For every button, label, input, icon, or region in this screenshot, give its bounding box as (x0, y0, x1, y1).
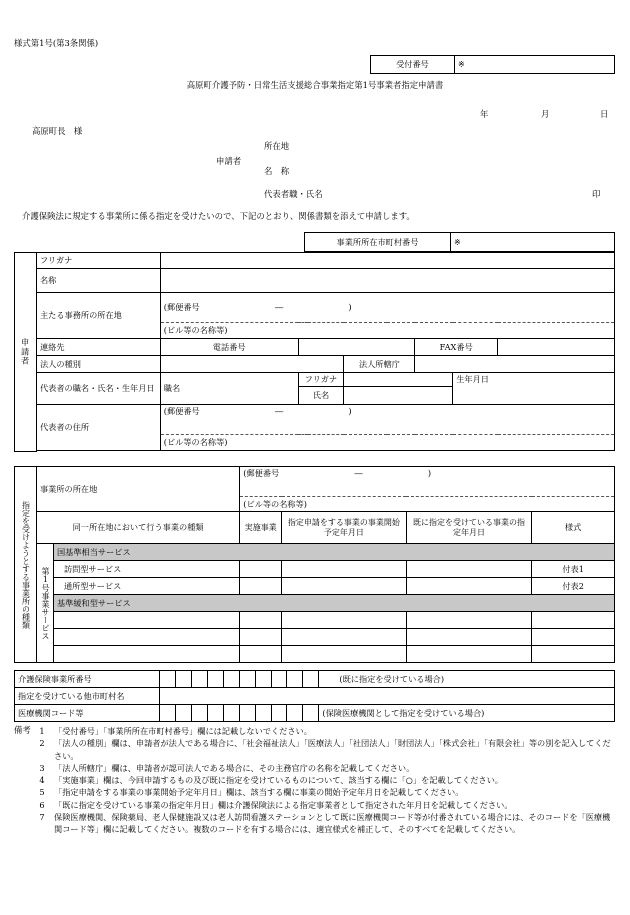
location-label: 所在地 (264, 141, 290, 151)
rep-name-field[interactable] (344, 387, 453, 405)
facility-building-field[interactable] (240, 497, 615, 512)
receipt-mark: ※ (455, 56, 615, 74)
postal-dash: ― (274, 406, 284, 416)
service-visit-form: 付表1 (532, 561, 615, 578)
note-item (34, 737, 614, 762)
relaxed-row-1-existing[interactable] (406, 612, 532, 629)
fax-label: FAX番号 (415, 339, 498, 356)
service-visit-impl[interactable] (240, 561, 282, 578)
insurance-digit-1[interactable] (159, 671, 175, 688)
note-text: 「法人所轄庁」欄は、申請者が認可法人である場合に、その主務官庁の名称を記載してください。 (54, 762, 415, 773)
facility-section-label: 指定を受けようとする事業所の種類 (15, 467, 37, 663)
note-number: 6 (39, 799, 45, 810)
birthdate-label: 生年月日 (453, 373, 615, 405)
insurance-number-label: 介護保険事業所番号 (15, 671, 160, 688)
insurance-digit-9[interactable] (287, 671, 303, 688)
service-daycare-impl[interactable] (240, 578, 282, 595)
first-service-label: 第1号事業サービス (36, 544, 53, 663)
corp-type-field[interactable] (160, 356, 344, 373)
municipality-mark: ※ (451, 233, 615, 252)
note-text: 「既に指定を受けている事業の指定年月日」欄は介護保険法による指定事業者として指定された年月日を記載してください。 (54, 799, 513, 810)
relaxed-row-1-start[interactable] (282, 612, 407, 629)
receipt-label: 受付番号 (371, 56, 455, 74)
postal-dash: ― (354, 468, 363, 478)
medical-code-label: 医療機関コード等 (15, 705, 160, 722)
seal-mark: 印 (592, 189, 601, 199)
relaxed-row-3-start[interactable] (282, 646, 407, 663)
relaxed-row-3-existing[interactable] (406, 646, 532, 663)
receipt-number-box (370, 55, 615, 74)
postal-close: ) (427, 468, 432, 478)
relaxed-row-2-form[interactable] (532, 629, 615, 646)
note-text: 「指定申請をする事業の事業開始予定年月日」欄は、該当する欄に事業の開始予定年月日を記載してください。 (54, 787, 464, 798)
relaxed-row-3-label[interactable] (53, 646, 239, 663)
furigana-label: フリガナ (36, 253, 160, 269)
rep-address-label: 代表者の住所 (36, 405, 160, 451)
medical-digit-10[interactable] (303, 705, 319, 722)
col-header-type: 同一所在地において行う事業の種類 (36, 512, 239, 544)
note-number: 3 (39, 762, 45, 773)
applicant-section-label: 申請者 (15, 253, 37, 452)
postal-close: ) (348, 406, 352, 416)
medical-digit-4[interactable] (207, 705, 223, 722)
medical-digit-3[interactable] (191, 705, 207, 722)
rep-postal-field[interactable] (160, 405, 614, 435)
postal-label: (郵便番号 (163, 302, 200, 313)
office-building-field[interactable] (160, 323, 614, 339)
note-number: 1 (39, 726, 45, 736)
insurance-digit-10[interactable] (303, 671, 319, 688)
insurance-digit-5[interactable] (223, 671, 239, 688)
service-visit-existing[interactable] (406, 561, 532, 578)
service-daycare-existing[interactable] (406, 578, 532, 595)
note-item (34, 762, 614, 774)
facility-postal-field[interactable] (240, 467, 615, 497)
category-standard: 国基準相当サービス (53, 544, 614, 561)
date-month-label: 月 (541, 109, 550, 119)
category-relaxed: 基準緩和型サービス (53, 595, 614, 612)
phone-label: 電話番号 (160, 339, 298, 356)
insurance-digit-8[interactable] (271, 671, 287, 688)
service-visit-label: 訪問型サービス (53, 561, 239, 578)
municipality-label: 事業所所在市町村番号 (305, 233, 451, 252)
note-number: 4 (39, 775, 45, 786)
rep-building-field[interactable] (160, 435, 614, 451)
name-label: 名称 (36, 269, 160, 293)
name-field[interactable] (160, 269, 614, 293)
building-label: (ビル等の名称等) (163, 325, 228, 336)
note-item (34, 799, 614, 811)
insurance-digit-4[interactable] (207, 671, 223, 688)
rep-name-label: 氏名 (298, 387, 344, 405)
insurance-digit-3[interactable] (191, 671, 207, 688)
relaxed-row-2-impl[interactable] (240, 629, 282, 646)
facility-table (14, 466, 615, 663)
date-year-label: 年 (480, 109, 489, 119)
office-postal-field[interactable] (160, 293, 614, 323)
municipality-number-box (304, 232, 615, 252)
rep-info-label: 代表者の職名・氏名・生年月日 (36, 373, 160, 405)
other-municipality-label: 指定を受けている他市町村名 (15, 688, 160, 705)
fax-field[interactable] (498, 339, 615, 356)
job-title-label: 職名 (160, 373, 298, 405)
service-daycare-form: 付表2 (532, 578, 615, 595)
name-label: 名 称 (264, 166, 290, 176)
col-header-existing: 既に指定を受けている事業の指定年月日 (406, 512, 532, 544)
medical-digit-5[interactable] (223, 705, 239, 722)
note-item (34, 725, 614, 737)
insurance-digit-2[interactable] (175, 671, 191, 688)
applicant-table (14, 252, 615, 452)
page-title: 高原町介護予防・日常生活支援総合事業指定第1号事業者指定申請書 (186, 80, 444, 90)
note-number: 2 (39, 738, 45, 749)
office-address-label: 主たる事務所の所在地 (36, 293, 160, 339)
postal-close: ) (348, 302, 352, 313)
col-header-form: 様式 (532, 512, 615, 544)
medical-digit-1[interactable] (159, 705, 175, 722)
note-item (34, 774, 614, 786)
facility-address-label: 事業所の所在地 (36, 467, 239, 512)
relaxed-row-2-existing[interactable] (406, 629, 532, 646)
bottom-table (14, 670, 615, 722)
insurance-digit-6[interactable] (239, 671, 255, 688)
note-item (34, 786, 614, 798)
insurance-note: (既に指定を受けている場合) (319, 671, 615, 688)
medical-digit-9[interactable] (287, 705, 303, 722)
relaxed-row-2-label[interactable] (53, 629, 239, 646)
medical-digit-7[interactable] (255, 705, 271, 722)
note-text: 「法人の種別」欄は、申請者が法人である場合に、「社会福祉法人」「医療法人」「社団法人」「財団法人」「株式会社」「有限会社」等の別を記入してください。 (54, 738, 611, 761)
relaxed-row-3-impl[interactable] (240, 646, 282, 663)
notes-label: 備考 (14, 725, 31, 735)
postal-label: (郵便番号 (163, 406, 200, 416)
corp-office-field[interactable] (415, 356, 615, 373)
note-text: 保険医療機関、保険薬局、老人保健施設又は老人訪問看護ステーションとして既に医療機関コード等が付番されている場合には、そのコードを「医療機関コード等」欄に記載してください。複数のコードを有する場合には、適宜様式を補正して、そのすべてを記載してください。 (54, 812, 611, 835)
application-statement: 介護保険法に規定する事業所に係る指定を受けたいので、下記のとおり、関係書類を添えて申請します。 (22, 211, 415, 221)
postal-dash: ― (274, 302, 284, 313)
relaxed-row-1-form[interactable] (532, 612, 615, 629)
representative-label: 代表者職・氏名 (264, 189, 323, 199)
insurance-digit-7[interactable] (255, 671, 271, 688)
note-number: 7 (39, 812, 45, 823)
rep-furigana-label: フリガナ (298, 373, 344, 387)
relaxed-row-3-form[interactable] (532, 646, 615, 663)
relaxed-row-2-start[interactable] (282, 629, 407, 646)
corp-type-label: 法人の種別 (36, 356, 160, 373)
postal-label: (郵便番号 (243, 468, 280, 478)
relaxed-row-1-label[interactable] (53, 612, 239, 629)
medical-digit-6[interactable] (239, 705, 255, 722)
building-label: (ビル等の名称等) (243, 498, 307, 509)
service-visit-start[interactable] (282, 561, 407, 578)
date-day-label: 日 (600, 109, 609, 119)
col-header-start: 指定申請をする事業の事業開始予定年月日 (282, 512, 407, 544)
note-text: 「実施事業」欄は、今回申請するもの及び既に指定を受けているものについて、該当する欄に「○」を記載してください。 (54, 775, 503, 786)
other-municipality-field[interactable] (159, 688, 614, 705)
service-daycare-label: 通所型サービス (53, 578, 239, 595)
note-text: 「受付番号」「事業所所在市町村番号」欄には記載しないでください。 (54, 726, 312, 736)
phone-field[interactable] (298, 339, 415, 356)
rep-furigana-field[interactable] (344, 373, 453, 387)
corp-office-label: 法人所轄庁 (344, 356, 415, 373)
medical-digit-2[interactable] (175, 705, 191, 722)
building-label: (ビル等の名称等) (163, 437, 228, 448)
medical-note: (保険医療機関として指定を受けている場合) (319, 705, 615, 722)
addressee: 高原町長 様 (32, 126, 83, 136)
col-header-impl: 実施事業 (240, 512, 282, 544)
relaxed-row-1-impl[interactable] (240, 612, 282, 629)
note-number: 5 (39, 787, 45, 798)
form-number: 様式第1号(第3条関係) (14, 38, 99, 48)
note-item (34, 811, 614, 836)
medical-digit-8[interactable] (271, 705, 287, 722)
applicant-label: 申請者 (216, 156, 242, 166)
furigana-field[interactable] (160, 253, 614, 269)
service-daycare-start[interactable] (282, 578, 407, 595)
contact-label: 連絡先 (36, 339, 160, 356)
